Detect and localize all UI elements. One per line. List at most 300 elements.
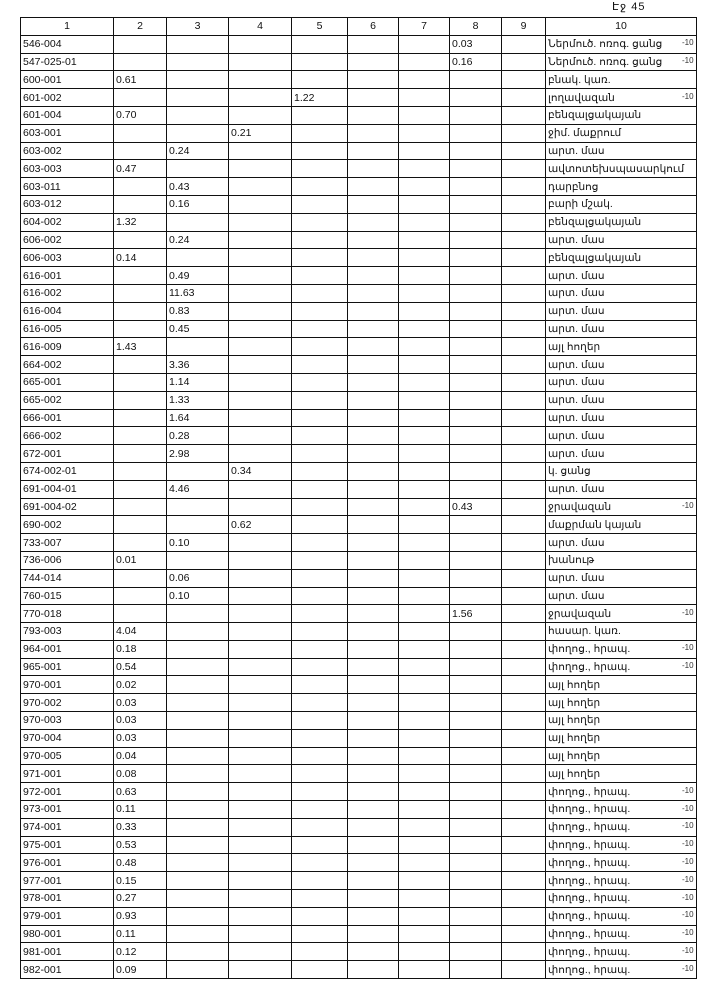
cell-col-5	[292, 640, 348, 658]
cell-col-9	[502, 320, 546, 338]
margin-mark: -10	[682, 839, 694, 849]
cell-col-1: 666-002	[21, 427, 114, 445]
cell-col-1: 672-001	[21, 445, 114, 463]
margin-mark: -10	[682, 928, 694, 938]
table-row	[21, 480, 697, 498]
cell-col-8	[450, 961, 502, 979]
cell-col-8	[450, 427, 502, 445]
cell-col-5	[292, 195, 348, 213]
cell-col-8	[450, 801, 502, 819]
cell-col-5	[292, 854, 348, 872]
table-row	[21, 445, 697, 463]
cell-col-9	[502, 249, 546, 267]
cell-col-5	[292, 694, 348, 712]
cell-col-10: այլ հողեր	[546, 694, 697, 712]
table-row	[21, 427, 697, 445]
cell-col-6	[348, 943, 399, 961]
cell-col-3	[167, 71, 229, 89]
cell-col-4	[229, 445, 292, 463]
cell-col-3: 1.33	[167, 391, 229, 409]
cell-col-9	[502, 142, 546, 160]
cell-col-4	[229, 267, 292, 285]
table-row	[21, 462, 697, 480]
cell-col-5	[292, 872, 348, 890]
cell-col-8	[450, 462, 502, 480]
cell-col-9	[502, 302, 546, 320]
margin-mark: -10	[682, 945, 694, 955]
table-row	[21, 142, 697, 160]
cell-col-2: 0.15	[114, 872, 167, 890]
cell-col-6	[348, 587, 399, 605]
column-header-4: 4	[229, 18, 292, 36]
cell-col-2	[114, 391, 167, 409]
cell-col-7	[399, 765, 450, 783]
table-row	[21, 195, 697, 213]
cell-col-6	[348, 498, 399, 516]
cell-col-6	[348, 854, 399, 872]
cell-col-2	[114, 587, 167, 605]
cell-col-7	[399, 89, 450, 107]
margin-mark: -10	[682, 643, 694, 653]
cell-col-5	[292, 836, 348, 854]
cell-col-5	[292, 302, 348, 320]
cell-col-8	[450, 907, 502, 925]
cell-col-3: 3.36	[167, 356, 229, 374]
cell-col-7	[399, 640, 450, 658]
cell-col-4	[229, 587, 292, 605]
cell-col-5	[292, 462, 348, 480]
cell-col-2	[114, 142, 167, 160]
cell-col-4	[229, 783, 292, 801]
table-row	[21, 925, 697, 943]
cell-col-4	[229, 409, 292, 427]
table-row	[21, 124, 697, 142]
cell-col-8	[450, 267, 502, 285]
cell-col-9	[502, 516, 546, 534]
table-row	[21, 213, 697, 231]
cell-col-7	[399, 178, 450, 196]
cell-col-7	[399, 35, 450, 53]
cell-col-6	[348, 53, 399, 71]
cell-col-8	[450, 124, 502, 142]
cell-col-9	[502, 160, 546, 178]
table-row	[21, 712, 697, 730]
cell-col-5	[292, 747, 348, 765]
cell-col-8	[450, 658, 502, 676]
cell-col-5	[292, 658, 348, 676]
cell-col-6	[348, 89, 399, 107]
cell-col-7	[399, 106, 450, 124]
cell-col-5	[292, 551, 348, 569]
cell-col-1: 601-004	[21, 106, 114, 124]
table-row	[21, 356, 697, 374]
cell-col-3	[167, 623, 229, 641]
cell-col-9	[502, 124, 546, 142]
table-row	[21, 783, 697, 801]
cell-col-2	[114, 302, 167, 320]
cell-col-7	[399, 213, 450, 231]
cell-col-3: 0.10	[167, 534, 229, 552]
margin-mark: -10	[682, 821, 694, 831]
cell-col-3	[167, 35, 229, 53]
cell-col-5	[292, 356, 348, 374]
cell-col-4	[229, 427, 292, 445]
cell-col-3	[167, 801, 229, 819]
cell-col-10: դարբնոց	[546, 178, 697, 196]
cell-col-6	[348, 160, 399, 178]
cell-col-9	[502, 765, 546, 783]
cell-col-1: 977-001	[21, 872, 114, 890]
cell-col-3	[167, 836, 229, 854]
cell-col-3	[167, 925, 229, 943]
cell-col-7	[399, 551, 450, 569]
cell-col-10: խանութ	[546, 551, 697, 569]
cell-col-6	[348, 462, 399, 480]
cell-col-4	[229, 160, 292, 178]
cell-col-8	[450, 391, 502, 409]
cell-col-7	[399, 480, 450, 498]
cell-col-3: 0.43	[167, 178, 229, 196]
cell-col-6	[348, 783, 399, 801]
cell-col-8	[450, 445, 502, 463]
cell-col-3: 0.83	[167, 302, 229, 320]
cell-col-7	[399, 783, 450, 801]
cell-col-10: կ. ցանց	[546, 462, 697, 480]
cell-col-10: այլ հողեր	[546, 338, 697, 356]
cell-col-3	[167, 640, 229, 658]
cell-col-10: փողոց., հրապ.	[546, 907, 697, 925]
cell-col-8	[450, 818, 502, 836]
column-header-10: 10	[546, 18, 697, 36]
cell-col-7	[399, 320, 450, 338]
cell-col-4	[229, 35, 292, 53]
cell-col-4	[229, 658, 292, 676]
cell-col-4	[229, 961, 292, 979]
cell-col-5	[292, 267, 348, 285]
cell-col-6	[348, 765, 399, 783]
cell-col-2: 0.03	[114, 712, 167, 730]
cell-col-7	[399, 53, 450, 71]
cell-col-8	[450, 712, 502, 730]
cell-col-2	[114, 35, 167, 53]
table-row	[21, 71, 697, 89]
table-row	[21, 231, 697, 249]
cell-col-7	[399, 391, 450, 409]
cell-col-8	[450, 640, 502, 658]
cell-col-2: 0.63	[114, 783, 167, 801]
cell-col-1: 978-001	[21, 890, 114, 908]
cell-col-6	[348, 516, 399, 534]
cell-col-5	[292, 925, 348, 943]
cell-col-2: 0.54	[114, 658, 167, 676]
cell-col-3	[167, 106, 229, 124]
cell-col-5	[292, 801, 348, 819]
cell-col-6	[348, 818, 399, 836]
cell-col-10: արտ. մաս	[546, 356, 697, 374]
cell-col-4	[229, 605, 292, 623]
cell-col-1: 980-001	[21, 925, 114, 943]
cell-col-2	[114, 516, 167, 534]
cell-col-6	[348, 569, 399, 587]
table-row	[21, 658, 697, 676]
table-row	[21, 747, 697, 765]
table-row	[21, 907, 697, 925]
cell-col-8: 0.43	[450, 498, 502, 516]
cell-col-9	[502, 925, 546, 943]
margin-mark: -10	[682, 910, 694, 920]
cell-col-3	[167, 694, 229, 712]
cell-col-9	[502, 801, 546, 819]
cell-col-6	[348, 231, 399, 249]
cell-col-9	[502, 53, 546, 71]
cell-col-8: 1.56	[450, 605, 502, 623]
cell-col-5	[292, 71, 348, 89]
cell-col-1: 616-005	[21, 320, 114, 338]
cell-col-7	[399, 462, 450, 480]
cell-col-10: ջիմ. մաքրում	[546, 124, 697, 142]
cell-col-2	[114, 605, 167, 623]
cell-col-3	[167, 124, 229, 142]
cell-col-5	[292, 249, 348, 267]
cell-col-6	[348, 890, 399, 908]
cell-col-6	[348, 409, 399, 427]
cell-col-7	[399, 356, 450, 374]
cell-col-6	[348, 534, 399, 552]
cell-col-8	[450, 320, 502, 338]
cell-col-2	[114, 373, 167, 391]
table-row	[21, 623, 697, 641]
cell-col-7	[399, 498, 450, 516]
cell-col-10: արտ. մաս	[546, 267, 697, 285]
table-row	[21, 890, 697, 908]
cell-col-8	[450, 284, 502, 302]
cell-col-5	[292, 623, 348, 641]
cell-col-10: արտ. մաս	[546, 427, 697, 445]
cell-col-8	[450, 943, 502, 961]
cell-col-2: 0.03	[114, 694, 167, 712]
cell-col-4	[229, 373, 292, 391]
cell-col-1: 664-002	[21, 356, 114, 374]
cell-col-5	[292, 160, 348, 178]
cell-col-8	[450, 516, 502, 534]
table-row	[21, 818, 697, 836]
cell-col-3	[167, 213, 229, 231]
cell-col-7	[399, 338, 450, 356]
cell-col-4	[229, 854, 292, 872]
cell-col-2: 1.32	[114, 213, 167, 231]
cell-col-5	[292, 35, 348, 53]
cell-col-4	[229, 249, 292, 267]
cell-col-2	[114, 356, 167, 374]
cell-col-3: 0.45	[167, 320, 229, 338]
cell-col-1: 744-014	[21, 569, 114, 587]
cell-col-5	[292, 765, 348, 783]
cell-col-10: փողոց., հրապ.	[546, 943, 697, 961]
cell-col-10: փողոց., հրապ.	[546, 854, 697, 872]
cell-col-1: 546-004	[21, 35, 114, 53]
cell-col-2: 0.61	[114, 71, 167, 89]
cell-col-9	[502, 623, 546, 641]
table-row	[21, 961, 697, 979]
cell-col-6	[348, 106, 399, 124]
cell-col-5	[292, 320, 348, 338]
cell-col-4	[229, 747, 292, 765]
cell-col-2: 0.04	[114, 747, 167, 765]
cell-col-2: 0.11	[114, 925, 167, 943]
cell-col-7	[399, 712, 450, 730]
cell-col-7	[399, 854, 450, 872]
cell-col-6	[348, 801, 399, 819]
cell-col-5	[292, 907, 348, 925]
cell-col-7	[399, 267, 450, 285]
cell-col-1: 603-003	[21, 160, 114, 178]
cell-col-4	[229, 534, 292, 552]
cell-col-5	[292, 391, 348, 409]
cell-col-1: 965-001	[21, 658, 114, 676]
cell-col-1: 736-006	[21, 551, 114, 569]
cell-col-5	[292, 373, 348, 391]
cell-col-10: արտ. մաս	[546, 409, 697, 427]
cell-col-4	[229, 890, 292, 908]
cell-col-4	[229, 676, 292, 694]
cell-col-5	[292, 427, 348, 445]
cell-col-5	[292, 178, 348, 196]
cell-col-5	[292, 534, 348, 552]
cell-col-1: 974-001	[21, 818, 114, 836]
cell-col-4	[229, 765, 292, 783]
cell-col-3: 0.24	[167, 142, 229, 160]
cell-col-8	[450, 676, 502, 694]
cell-col-8: 0.03	[450, 35, 502, 53]
cell-col-9	[502, 35, 546, 53]
cell-col-7	[399, 623, 450, 641]
cell-col-10: բարի մշակ.	[546, 195, 697, 213]
cell-col-7	[399, 801, 450, 819]
cell-col-9	[502, 178, 546, 196]
cell-col-4	[229, 623, 292, 641]
cell-col-9	[502, 747, 546, 765]
cell-col-1: 982-001	[21, 961, 114, 979]
cell-col-2: 0.48	[114, 854, 167, 872]
cell-col-1: 616-009	[21, 338, 114, 356]
cell-col-2	[114, 124, 167, 142]
cell-col-5	[292, 142, 348, 160]
cell-col-6	[348, 658, 399, 676]
cell-col-10: հասար. կառ.	[546, 623, 697, 641]
column-header-9: 9	[502, 18, 546, 36]
data-table	[20, 17, 697, 979]
cell-col-9	[502, 480, 546, 498]
cell-col-6	[348, 302, 399, 320]
cell-col-7	[399, 427, 450, 445]
cell-col-5	[292, 498, 348, 516]
cell-col-9	[502, 231, 546, 249]
cell-col-3	[167, 729, 229, 747]
cell-col-3	[167, 89, 229, 107]
cell-col-5	[292, 818, 348, 836]
cell-col-9	[502, 213, 546, 231]
cell-col-9	[502, 907, 546, 925]
cell-col-5	[292, 480, 348, 498]
table-row	[21, 267, 697, 285]
table-row	[21, 551, 697, 569]
cell-col-4	[229, 569, 292, 587]
cell-col-6	[348, 694, 399, 712]
cell-col-10: արտ. մաս	[546, 302, 697, 320]
cell-col-10: այլ հողեր	[546, 676, 697, 694]
cell-col-5	[292, 124, 348, 142]
cell-col-4: 0.21	[229, 124, 292, 142]
cell-col-2	[114, 267, 167, 285]
cell-col-2	[114, 53, 167, 71]
cell-col-1: 970-003	[21, 712, 114, 730]
cell-col-1: 674-002-01	[21, 462, 114, 480]
cell-col-6	[348, 623, 399, 641]
cell-col-5	[292, 890, 348, 908]
cell-col-7	[399, 284, 450, 302]
column-header-6: 6	[348, 18, 399, 36]
cell-col-3	[167, 516, 229, 534]
cell-col-5	[292, 284, 348, 302]
cell-col-1: 606-002	[21, 231, 114, 249]
cell-col-2: 0.33	[114, 818, 167, 836]
cell-col-10: փողոց., հրապ.	[546, 836, 697, 854]
cell-col-1: 971-001	[21, 765, 114, 783]
cell-col-8	[450, 302, 502, 320]
cell-col-2	[114, 569, 167, 587]
cell-col-3: 11.63	[167, 284, 229, 302]
cell-col-9	[502, 551, 546, 569]
cell-col-1: 964-001	[21, 640, 114, 658]
cell-col-6	[348, 836, 399, 854]
cell-col-7	[399, 694, 450, 712]
cell-col-6	[348, 71, 399, 89]
cell-col-10: արտ. մաս	[546, 569, 697, 587]
cell-col-5	[292, 729, 348, 747]
cell-col-6	[348, 249, 399, 267]
cell-col-3	[167, 783, 229, 801]
cell-col-9	[502, 267, 546, 285]
cell-col-3: 0.28	[167, 427, 229, 445]
cell-col-8	[450, 160, 502, 178]
cell-col-3	[167, 53, 229, 71]
cell-col-2: 0.08	[114, 765, 167, 783]
cell-col-4	[229, 356, 292, 374]
cell-col-9	[502, 195, 546, 213]
cell-col-4	[229, 391, 292, 409]
cell-col-9	[502, 284, 546, 302]
margin-mark: -10	[682, 607, 694, 617]
margin-mark: -10	[682, 892, 694, 902]
cell-col-2: 0.18	[114, 640, 167, 658]
cell-col-8	[450, 872, 502, 890]
cell-col-3: 1.64	[167, 409, 229, 427]
cell-col-4	[229, 925, 292, 943]
cell-col-2: 4.04	[114, 623, 167, 641]
cell-col-5	[292, 783, 348, 801]
cell-col-6	[348, 142, 399, 160]
cell-col-6	[348, 356, 399, 374]
cell-col-4	[229, 231, 292, 249]
cell-col-10: փողոց., հրապ.	[546, 872, 697, 890]
margin-mark: -10	[682, 661, 694, 671]
table-row	[21, 516, 697, 534]
table-row	[21, 801, 697, 819]
cell-col-1: 604-002	[21, 213, 114, 231]
cell-col-7	[399, 71, 450, 89]
cell-col-5	[292, 676, 348, 694]
cell-col-4	[229, 694, 292, 712]
